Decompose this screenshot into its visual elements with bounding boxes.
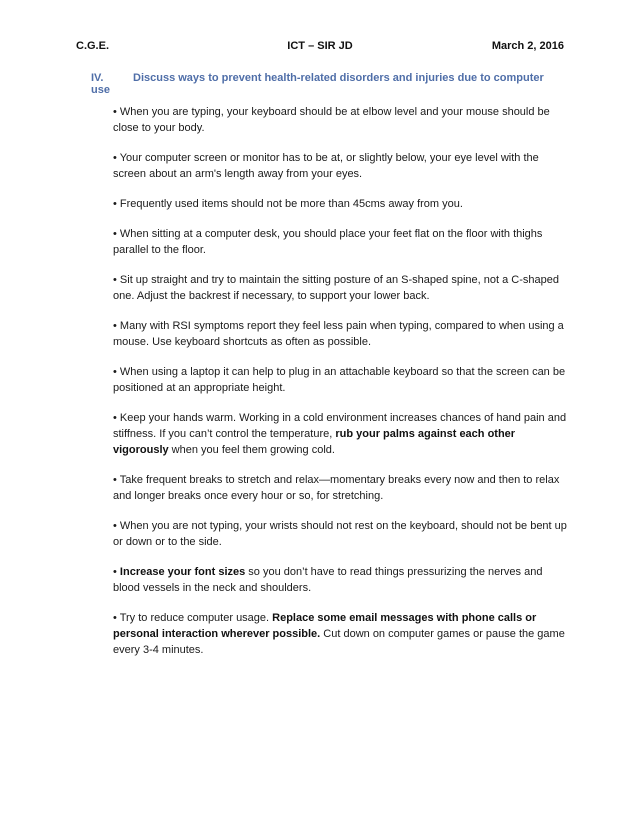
- header-date: March 2, 2016: [491, 40, 564, 52]
- bullet-emphasis: rub your palms against each other vigorously: [113, 428, 516, 456]
- bullet-item: [113, 518, 568, 550]
- bullet-text: • When you are typing, your keyboard should be at elbow level and your mouse should be close to your body.: [113, 106, 550, 134]
- bullet-text: Cut down on computer games or pause the game every 3-4 minutes.: [113, 628, 565, 656]
- header-school: C.G.E.: [76, 40, 110, 52]
- bullet-text: • Try to reduce computer usage.: [113, 612, 273, 624]
- section-title: Discuss ways to prevent health-related disorders and injuries due to computer use: [91, 72, 544, 96]
- section-number: IV.: [91, 72, 104, 84]
- bullet-text: • When you are not typing, your wrists should not rest on the keyboard, should not be bent up or down or to the side.: [113, 520, 567, 548]
- bullet-item: [113, 104, 568, 136]
- bullet-item: [113, 364, 568, 396]
- bullet-text: so you don’t have to read things pressurizing the nerves and blood vessels in the neck and shoulders.: [113, 566, 543, 594]
- bullet-list: [113, 104, 568, 672]
- bullet-item: [113, 318, 568, 350]
- bullet-text: when you feel them growing cold.: [168, 444, 335, 456]
- bullet-item: [113, 226, 568, 258]
- page-header: [76, 40, 564, 56]
- bullet-item: [113, 564, 568, 596]
- bullet-text: •: [113, 566, 120, 578]
- bullet-item: [113, 196, 568, 212]
- bullet-text: • Keep your hands warm. Working in a cold environment increases chances of hand pain and stiffness. If you can’t control the temperature,: [113, 412, 567, 440]
- bullet-item: [113, 150, 568, 182]
- bullet-text: • Many with RSI symptoms report they feel less pain when typing, compared to when using a mouse. Use keyboard shortcuts as often as possible.: [113, 320, 564, 348]
- bullet-text: • Take frequent breaks to stretch and relax—momentary breaks every now and then to relax and longer breaks once every hour or so, for stretching.: [113, 474, 560, 502]
- bullet-text: • Sit up straight and try to maintain the sitting posture of an S-shaped spine, not a C-shaped one. Adjust the backrest if necessary, to support your lower back.: [113, 274, 559, 302]
- bullet-text: • When using a laptop it can help to plug in an attachable keyboard so that the screen can be positioned at an appropriate height.: [113, 366, 566, 394]
- bullet-emphasis: Increase your font sizes: [119, 566, 246, 578]
- header-course: ICT – SIR JD: [287, 40, 353, 52]
- bullet-text: • Frequently used items should not be more than 45cms away from you.: [113, 198, 463, 210]
- bullet-item: [113, 472, 568, 504]
- bullet-item: [113, 272, 568, 304]
- bullet-text: • Your computer screen or monitor has to be at, or slightly below, your eye level with the screen about an arm's length away from your eyes.: [113, 152, 539, 180]
- bullet-emphasis: Replace some email messages with phone calls or personal interaction wherever possible.: [113, 612, 537, 640]
- bullet-item: [113, 610, 568, 658]
- bullet-item: [113, 410, 568, 458]
- section-heading: [91, 72, 561, 96]
- bullet-text: • When sitting at a computer desk, you should place your feet flat on the floor with thighs parallel to the floor.: [113, 228, 543, 256]
